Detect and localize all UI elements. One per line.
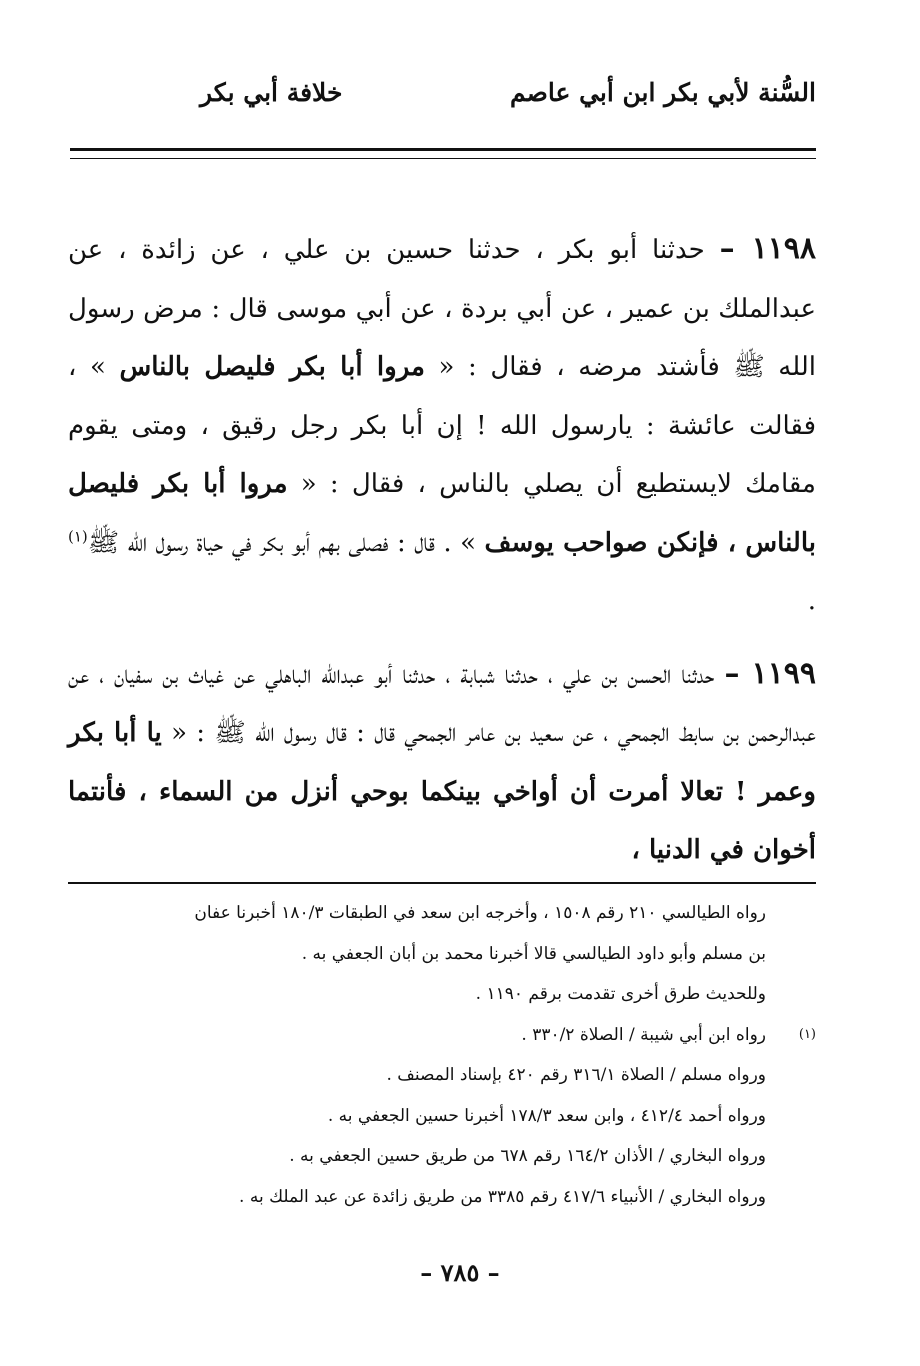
hadith-text: .	[807, 586, 816, 616]
hadith-text: » . قال : فصلى بهم أبو بكر في حياة رسول الله ﷺ	[87, 527, 485, 558]
header-rule-thin	[70, 158, 816, 159]
footnote-line-1	[68, 1015, 816, 1056]
footnote-line: بن مسلم وأبو داود الطيالسي قالا أخبرنا محمد بن أبان الجعفي به .	[301, 943, 766, 964]
hadith-quote-bold: يا أبا بكر وعمر ! تعالا أمرت أن أواخي بينكما بوحي أنزل من السماء ، فأنتما أخوان في الدنيا ،	[68, 718, 816, 865]
footnote-line: رواه الطيالسي ٢١٠ رقم ١٥٠٨ ، وأخرجه ابن سعد في الطبقات ١٨٠/٣ أخبرنا عفان	[194, 903, 766, 923]
footnote-line: ورواه البخاري / الأنبياء ٤١٧/٦ رقم ٣٣٨٥ من طريق زائدة عن عبد الملك به .	[239, 1186, 766, 1207]
footnote-marker: (١)	[798, 1026, 816, 1042]
footnotes	[68, 893, 816, 1217]
hadith-number: ١١٩٩ –	[724, 655, 816, 691]
hadith-text: حدثنا أبو بكر ، حدثنا حسين بن علي ، عن زائدة ، عن عبدالملك بن عمير ، عن أبي بردة ، عن أبي موسى قال : مرض رسول الله ﷺ فأشتد مرضه ، فقال : «	[68, 235, 817, 382]
hadith-1199	[68, 645, 816, 880]
hadith-1198	[68, 220, 816, 631]
header-rule-thick	[70, 148, 816, 151]
main-text	[68, 220, 816, 880]
running-header-chapter-title: خلافة أبي بكر	[200, 78, 343, 107]
footnote-line: وللحديث طرق أخرى تقدمت برقم ١١٩٠ .	[475, 984, 766, 1004]
footnote-separator	[68, 882, 816, 884]
footnote-text: رواه ابن أبي شيبة / الصلاة ٣٣٠/٢ .	[521, 1024, 766, 1045]
footnote-line: ورواه أحمد ٤١٢/٤ ، وابن سعد ١٧٨/٣ أخبرنا حسين الجعفي به .	[327, 1105, 766, 1126]
hadith-text: حدثنا الحسن بن علي ، حدثنا شبابة ، حدثنا أبو عبدالله الباهلي عن غياث بن سفيان ، عن عبدالرحمن بن سابط الجمحي ، عن سعيد بن عامر الجمحي قال : قال رسول الله ﷺ : «	[68, 659, 816, 748]
hadith-quote-bold: مروا أبا بكر فليصل بالناس	[119, 352, 425, 382]
hadith-quote-bold: مروا أبا بكر فليصل بالناس ، فإنكن صواحب يوسف	[68, 469, 816, 558]
footnote-reference: (١)	[68, 526, 88, 545]
footnote-line: ورواه مسلم / الصلاة ٣١٦/١ رقم ٤٢٠ بإسناد المصنف .	[386, 1065, 766, 1085]
page-number: – ٧٨٥ –	[420, 1258, 500, 1287]
hadith-number: ١١٩٨ –	[719, 231, 817, 266]
hadith-text: » ، فقالت عائشة : يارسول الله ! إن أبا بكر رجل رقيق ، ومتى يقوم مقامك لايستطيع أن يصلي بالناس ، فقال : «	[68, 352, 816, 499]
footnote-line: ورواه البخاري / الأذان ١٦٤/٢ رقم ٦٧٨ من طريق حسين الجعفي به .	[289, 1146, 766, 1166]
running-header-book-title: السُّنة لأبي بكر ابن أبي عاصم	[509, 78, 816, 107]
